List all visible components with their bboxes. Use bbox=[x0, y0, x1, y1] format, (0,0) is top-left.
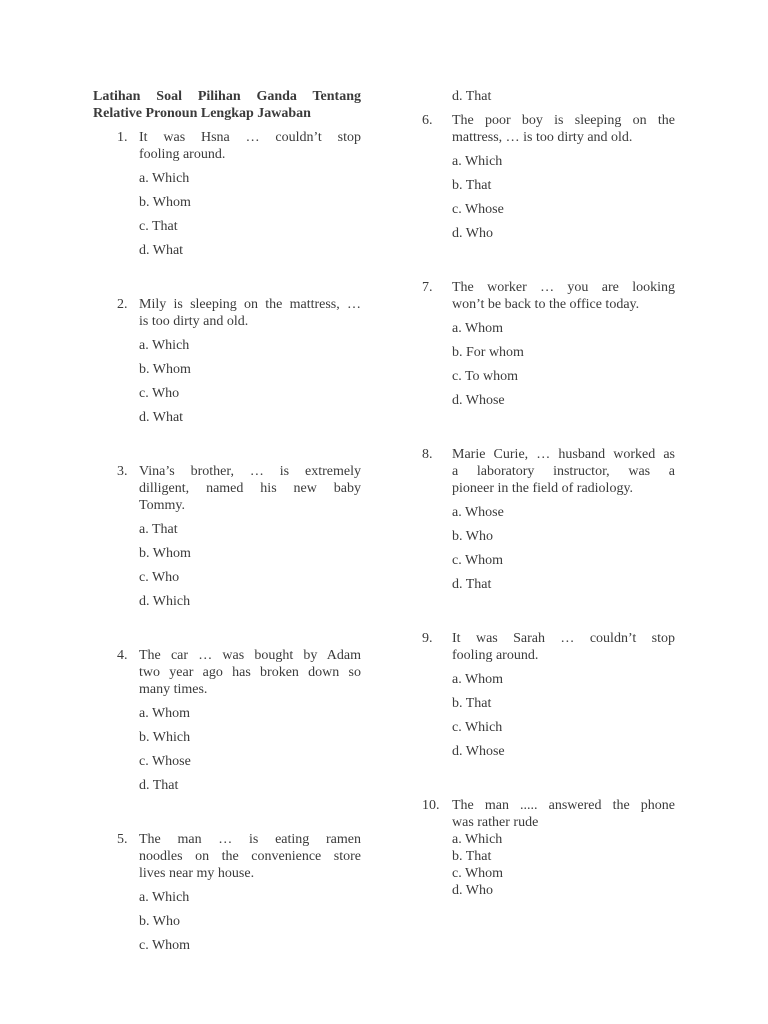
option: d. Who bbox=[452, 883, 493, 898]
carried-option: d. That bbox=[452, 89, 492, 104]
stem-line: It was Sarah … couldn’t stop bbox=[452, 631, 675, 646]
option: c. Whom bbox=[139, 938, 191, 953]
option: a. Whom bbox=[452, 672, 504, 687]
question-stem bbox=[139, 463, 361, 514]
option: a. Whom bbox=[139, 706, 191, 721]
option: a. Which bbox=[139, 171, 190, 186]
option: b. Whom bbox=[139, 546, 191, 561]
stem-line: mattress, … is too dirty and old. bbox=[452, 130, 633, 145]
option: b. That bbox=[452, 849, 492, 864]
question-4 bbox=[93, 647, 361, 801]
stem-line: Marie Curie, … husband worked as bbox=[452, 447, 675, 462]
question-number: 1. bbox=[117, 130, 128, 145]
stem-line: won’t be back to the office today. bbox=[452, 297, 640, 312]
title-line-1: Latihan Soal Pilihan Ganda Tentang bbox=[93, 89, 361, 104]
option: c. Whose bbox=[452, 202, 504, 217]
option: a. That bbox=[139, 522, 178, 537]
question-2 bbox=[93, 296, 361, 433]
question-number: 4. bbox=[117, 648, 128, 663]
question-number: 2. bbox=[117, 297, 128, 312]
question-stem bbox=[452, 797, 675, 831]
option: c. To whom bbox=[452, 369, 519, 384]
question-stem bbox=[139, 296, 361, 330]
option: b. Who bbox=[139, 914, 180, 929]
right-column bbox=[422, 88, 675, 929]
question-3 bbox=[93, 463, 361, 617]
question-number: 8. bbox=[422, 447, 433, 462]
option: a. Which bbox=[139, 338, 190, 353]
stem-line: fooling around. bbox=[139, 147, 226, 162]
option: c. Whom bbox=[452, 866, 504, 881]
question-9 bbox=[422, 630, 675, 767]
option: b. Whom bbox=[139, 362, 191, 377]
question-stem bbox=[452, 279, 675, 313]
option: d. What bbox=[139, 243, 184, 258]
stem-line: dilligent, named his new baby bbox=[139, 481, 361, 496]
question-number: 5. bbox=[117, 832, 128, 847]
option: c. Who bbox=[139, 386, 180, 401]
option: c. That bbox=[139, 219, 178, 234]
stem-line: The worker … you are looking bbox=[452, 280, 675, 295]
question-number: 3. bbox=[117, 464, 128, 479]
stem-line: The man ..... answered the phone bbox=[452, 798, 675, 813]
option: d. Which bbox=[139, 594, 191, 609]
option: a. Which bbox=[452, 154, 503, 169]
option: c. Who bbox=[139, 570, 180, 585]
option: c. Whom bbox=[452, 553, 504, 568]
stem-line: Tommy. bbox=[139, 498, 185, 513]
question-stem bbox=[452, 446, 675, 497]
option: b. Which bbox=[139, 730, 191, 745]
question-10 bbox=[422, 797, 675, 899]
option: c. Whose bbox=[139, 754, 191, 769]
option: b. Whom bbox=[139, 195, 191, 210]
stem-line: Mily is sleeping on the mattress, … bbox=[139, 297, 361, 312]
stem-line: It was Hsna … couldn’t stop bbox=[139, 130, 361, 145]
question-number: 6. bbox=[422, 113, 433, 128]
stem-line: was rather rude bbox=[452, 815, 539, 830]
question-8 bbox=[422, 446, 675, 600]
option: a. Whose bbox=[452, 505, 504, 520]
option: b. That bbox=[452, 696, 492, 711]
question-1 bbox=[93, 129, 361, 266]
stem-line: is too dirty and old. bbox=[139, 314, 249, 329]
question-stem bbox=[139, 831, 361, 882]
stem-line: The poor boy is sleeping on the bbox=[452, 113, 675, 128]
question-number: 10. bbox=[422, 798, 440, 813]
stem-line: many times. bbox=[139, 682, 208, 697]
option: d. What bbox=[139, 410, 184, 425]
option: c. Which bbox=[452, 720, 503, 735]
question-stem bbox=[139, 129, 361, 163]
option: b. For whom bbox=[452, 345, 524, 360]
stem-line: pioneer in the field of radiology. bbox=[452, 481, 634, 496]
title-line-2: Relative Pronoun Lengkap Jawaban bbox=[93, 106, 311, 121]
question-stem bbox=[139, 647, 361, 698]
question-number: 9. bbox=[422, 631, 433, 646]
option: a. Which bbox=[139, 890, 190, 905]
question-stem bbox=[452, 630, 675, 664]
option: b. Who bbox=[452, 529, 493, 544]
stem-line: two year ago has broken down so bbox=[139, 665, 361, 680]
question-7 bbox=[422, 279, 675, 416]
stem-line: lives near my house. bbox=[139, 866, 255, 881]
option: d. That bbox=[139, 778, 179, 793]
option: d. Who bbox=[452, 226, 493, 241]
stem-line: Vina’s brother, … is extremely bbox=[139, 464, 361, 479]
option: a. Whom bbox=[452, 321, 504, 336]
option: d. That bbox=[452, 577, 492, 592]
question-number: 7. bbox=[422, 280, 433, 295]
question-5 bbox=[93, 831, 361, 961]
option: d. Whose bbox=[452, 393, 505, 408]
option: d. Whose bbox=[452, 744, 505, 759]
stem-line: fooling around. bbox=[452, 648, 539, 663]
document-title bbox=[93, 88, 361, 122]
stem-line: The car … was bought by Adam bbox=[139, 648, 361, 663]
question-stem bbox=[452, 112, 675, 146]
option: a. Which bbox=[452, 832, 503, 847]
stem-line: noodles on the convenience store bbox=[139, 849, 361, 864]
question-6 bbox=[422, 112, 675, 249]
stem-line: a laboratory instructor, was a bbox=[452, 464, 675, 479]
stem-line: The man … is eating ramen bbox=[139, 832, 361, 847]
left-column bbox=[93, 88, 361, 991]
option: b. That bbox=[452, 178, 492, 193]
